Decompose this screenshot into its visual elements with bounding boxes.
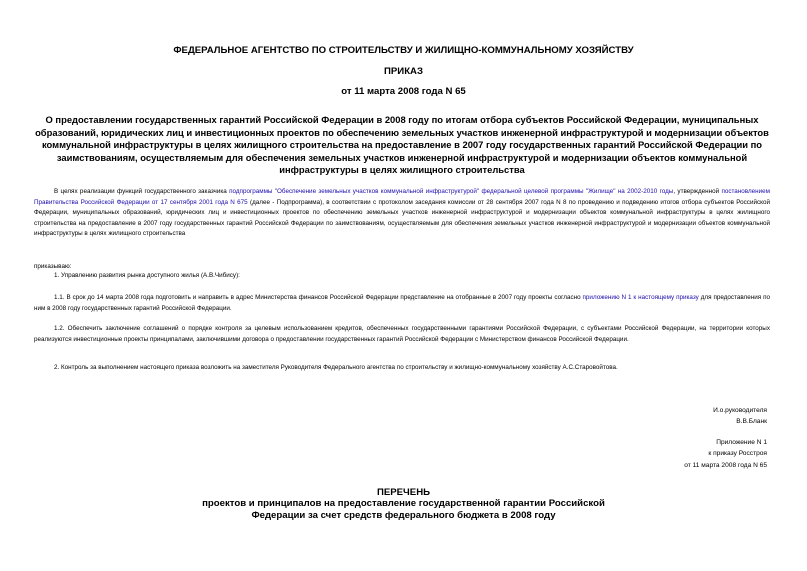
order-item-1-2 xyxy=(34,324,770,345)
list-title-line-2: Федерации за счет средств федерального бюджета в 2008 году xyxy=(251,510,556,521)
order-item-1-1 xyxy=(34,293,770,314)
appendix-line-1: Приложение N 1 xyxy=(716,439,767,446)
signature xyxy=(713,405,767,428)
preamble xyxy=(34,187,770,240)
doc-date-number: от 11 марта 2008 года N 65 xyxy=(341,86,466,97)
resolution-link[interactable]: постановлением Правительства Российской Федерации от 17 сентября 2001 года N 675 xyxy=(34,188,770,206)
intro-title: О предоставлении государственных гарантий Российской Федерации в 2008 году по итогам отбора субъектов Российской Федерации, муниципальных образований, юридических лиц и инвестиционных проектов по обеспечению земельных участков инженерной инфраструктурой и модернизации объектов коммунальной инфраструктуры в целях жилищного строительства на предоставление в 2007 году государственных гарантий Российской Федерации по заимствованиям, осуществляемым для обеспечения земельных участков инженерной инфраструктурой и модернизации объектов коммунальной инфраструктуры в целях жилищного строительства xyxy=(35,114,769,176)
appendix-1-link[interactable]: приложению N 1 к настоящему приказу xyxy=(582,294,699,301)
item-2-text: 2. Контроль за выполнением настоящего приказа возложить на заместителя Руководителя Федерального агентства по строительству и жилищно-коммунальному хозяйству А.С.Старовойтова. xyxy=(54,364,618,371)
appendix-line-3: от 11 марта 2008 года N 65 xyxy=(684,461,767,469)
preamble-text-3: (далее - Подпрограмма), в соответствии с протоколом заседания комиссии от 28 сентября 2007 года N 8 по проведению и подведению итогов отбора субъектов Российской Федерации, муниципальных образований, юридических лиц и инвестиционных проектов по обеспечению земельных участков инженерной инфраструктурой и модернизации объектов коммунальной инфраструктуры в целях жилищного строительства на предоставление в 2007 году государственных гарантий Российской Федерации по заимствованиям, осуществляемым для обеспечения земельных участков инженерной инфраструктурой и модернизации объектов коммунальной инфраструктуры в целях жилищного строительства xyxy=(34,198,770,238)
list-heading: ПЕРЕЧЕНЬ xyxy=(376,487,431,498)
order-item-2 xyxy=(34,363,770,374)
prikazyvayu: приказываю: xyxy=(34,263,72,270)
order-item-1: 1. Управлению развития рынка доступного жилья (А.В.Чибису): xyxy=(54,272,240,279)
item-1-1-text-b: для предоставления по ним в 2008 году государственных гарантий Российской Федерации. xyxy=(34,294,770,312)
appendix-line-2: к приказу Росстроя xyxy=(708,450,767,458)
signature-role: И.о.руководителя xyxy=(713,407,767,414)
item-1-2-text: 1.2. Обеспечить заключение соглашений о порядке контроля за целевым использованием кредитов, обеспеченных государственными гарантиями Российской Федерации, с субъектами Российской Федерации, на территории которых реализуются инвестиционные проекты принципалами, заключившими договора о предоставлении государственных гарантий Российской Федерации с Министерством финансов Российской Федерации. xyxy=(34,325,770,343)
agency-name: ФЕДЕРАЛЬНОЕ АГЕНТСТВО ПО СТРОИТЕЛЬСТВУ И ЖИЛИЩНО-КОММУНАЛЬНОМУ ХОЗЯЙСТВУ xyxy=(173,45,634,56)
subprogram-link[interactable]: подпрограммы "Обеспечение земельных участков коммунальной инфраструктурой" федеральной целевой программы "Жилище" на 2002-2010 годы xyxy=(229,188,674,195)
item-1-1-text-a: 1.1. В срок до 14 марта 2008 года подготовить и направить в адрес Министерства финансов Российской Федерации представление на отобранные в 2007 году проекты согласно xyxy=(54,294,583,301)
signature-name: В.В.Бланк xyxy=(736,418,767,426)
list-title-line-1: проектов и принципалов на предоставление государственной гарантии Российской xyxy=(202,498,605,509)
appendix-header xyxy=(684,437,767,471)
preamble-text-2: , утвержденной xyxy=(673,188,722,195)
doc-type: ПРИКАЗ xyxy=(384,66,423,77)
preamble-text-1: В целях реализации функций государственного заказчика xyxy=(54,188,230,195)
